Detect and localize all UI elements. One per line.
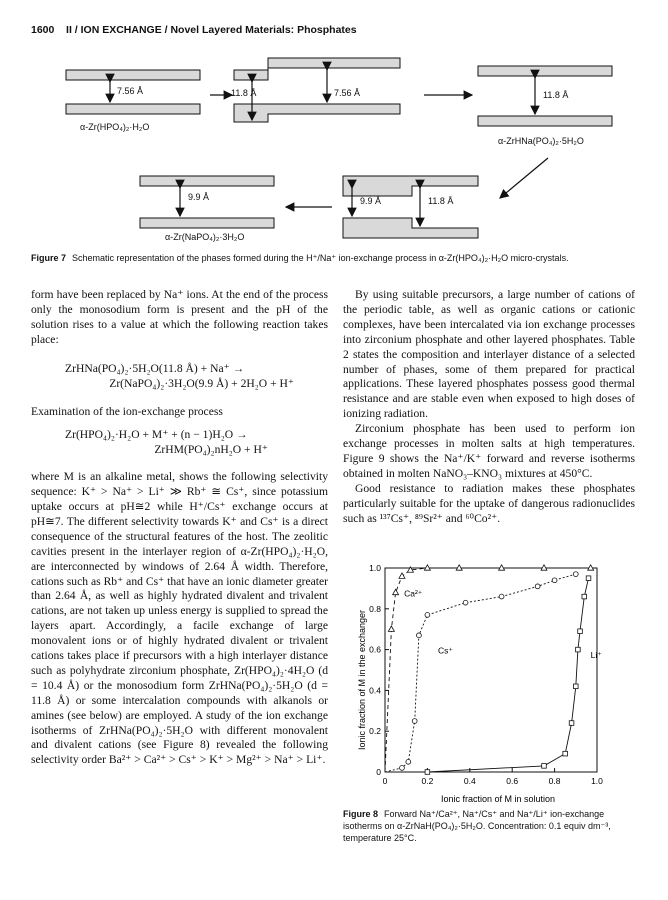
x-tick-label: 0.2 <box>421 776 434 786</box>
figure7-diagram <box>0 0 668 250</box>
equation: ZrHM(PO₄)₂nH₂O + H⁺ <box>154 443 268 457</box>
data-point-triangle <box>399 573 405 578</box>
caption-label: Figure 7 <box>31 253 67 263</box>
data-point-square <box>576 647 581 652</box>
right-column <box>343 288 635 527</box>
y-tick-label: 0 <box>376 767 381 777</box>
paragraph: form have been replaced by Na⁺ ions. At the end of the process only the monosodium form is present and the pH of the solution rises to a value at which the following reaction takes place: <box>31 288 328 346</box>
series-annotation: Ca²⁺ <box>404 588 423 599</box>
data-point-square <box>542 764 547 769</box>
spacing-label: 11.8 Å <box>428 196 454 206</box>
y-tick-label: 1.0 <box>369 563 381 573</box>
x-tick-label: 1.0 <box>591 776 603 786</box>
paragraph: Zirconium phosphate has been used to perform ion exchange processes in molten salts at high temperatures. Figure 9 shows the Na⁺/K⁺ forward and reverse isotherms obtained in molten NaNO₃–KNO₃ mixtures at 450°C. <box>343 422 635 480</box>
series-line-2 <box>385 578 589 772</box>
y-tick-label: 0.4 <box>369 685 381 696</box>
data-point-circle <box>552 578 557 583</box>
data-point-circle <box>535 584 540 589</box>
data-point-square <box>582 594 587 599</box>
layer-sheet <box>478 66 612 76</box>
layer-sheet <box>343 218 478 238</box>
caption-text: Schematic representation of the phases formed during the H⁺/Na⁺ ion-exchange process in α-Zr(HPO₄)₂·H₂O micro-crystals. <box>72 253 569 263</box>
phase-label: α-ZrHNa(PO₄)₂·5H₂O <box>498 136 584 146</box>
figure7-caption <box>31 252 635 264</box>
paragraph: where M is an alkaline metal, shows the following selectivity sequence: K⁺ > Na⁺ > Li⁺ ≫ Rb⁺ ≅ Cs⁺, since potassium uptake occurs at pH≅2 while H⁺/Cs⁺ exchange occurs at pH≅7. The different selectivity towards K⁺ and Cs⁺ is a direct consequence of the structural features of the host. The zeolitic cavities present in the interlayer region of α-Zr(HPO₄)₂·H₂O, are interconnected by windows of 2.64 Å width. Therefore, cations such as Rb⁺ and Cs⁺ that have an ionic diameter greater than 2.64 Å, as well as highly hydrated divalent and trivalent cations, are not taken up unless energy is supplied to spread the layers apart. Accordingly, a facile exchange of large monovalent ions or of highly hydrated divalent or trivalent cations takes place if precursors with a high interlayer distance such as polyhydrate zirconium phosphate, Zr(HPO₄)₂·4H₂O (d = 10.4 Å) or the monosodium form ZrHNa(PO₄)₂·5H₂O (d = 11.8 Å) or some intercalation compounds with alkanols or amines (see below) are employed. A study of the ion exchange isotherms of ZrHNa(PO₄)₂·5H₂O with different monovalent and divalent cations (see Figure 8) revealed the following selectivity order Ba²⁺ > Ca²⁺ > Cs⁺ > K⁺ > Mg²⁺ > Na⁺ > Li⁺. <box>31 470 328 767</box>
paragraph: Examination of the ion-exchange process <box>31 405 223 419</box>
data-point-circle <box>400 766 405 771</box>
data-point-square <box>425 770 430 775</box>
figure8-caption <box>343 808 635 844</box>
x-tick-label: 0.4 <box>463 776 476 786</box>
caption-text: Forward Na⁺/Ca²⁺, Na⁺/Cs⁺ and Na⁺/Li⁺ ion-exchange isotherms on α-ZrNaH(PO₄)₂·5H₂O. Concentration: 0.1 equiv dm⁻³, temperature 25°C. <box>343 809 611 843</box>
section-title: II / ION EXCHANGE / Novel Layered Materials: Phosphates <box>66 24 357 36</box>
data-point-square <box>574 684 579 689</box>
series-line-1 <box>385 574 576 772</box>
layer-sheet <box>140 176 274 186</box>
y-tick-label: 0.8 <box>369 603 381 614</box>
layer-sheet <box>140 218 274 228</box>
data-point-circle <box>499 594 504 599</box>
left-column <box>31 288 328 768</box>
spacing-label: 11.8 Å <box>231 88 257 98</box>
data-point-circle <box>417 633 422 638</box>
x-tick-label: 0.6 <box>506 776 519 786</box>
equation: Zr(NaPO₄)₂·3H₂O(9.9 Å) + 2H₂O + H⁺ <box>109 376 294 390</box>
figure8-chart <box>343 560 613 805</box>
data-point-circle <box>406 759 411 764</box>
series-annotation: Li⁺ <box>590 649 602 660</box>
data-point-square <box>586 576 591 581</box>
layer-sheet <box>478 116 612 126</box>
spacing-label: 9.9 Å <box>188 192 210 202</box>
paragraph: Good resistance to radiation makes these phosphates particularly suitable for the uptake of dangerous radionuclides such as ¹³⁷Cs⁺, ⁸⁹Sr²⁺ and ⁶⁰Co²⁺. <box>343 481 635 525</box>
spacing-label: 9.9 Å <box>360 196 382 206</box>
y-tick-label: 0.2 <box>369 726 381 737</box>
data-point-triangle <box>388 626 394 631</box>
data-point-circle <box>412 719 417 724</box>
caption-label: Figure 8 <box>343 809 379 819</box>
y-tick-label: 0.6 <box>369 644 381 655</box>
x-tick-label: 0 <box>382 776 388 786</box>
data-point-square <box>569 721 574 726</box>
x-axis-label: Ionic fraction of M in solution <box>440 794 556 804</box>
layer-sheet <box>66 70 200 80</box>
spacing-label: 7.56 Å <box>334 88 361 98</box>
page-number: 1600 <box>31 24 55 36</box>
layer-sheet <box>234 104 400 122</box>
series-annotation: Cs⁺ <box>438 645 453 656</box>
spacing-label: 11.8 Å <box>543 90 569 100</box>
data-point-square <box>578 629 583 634</box>
data-point-circle <box>573 572 578 577</box>
data-point-circle <box>425 613 430 618</box>
equation: Zr(HPO₄)₂·H₂O + M⁺ + (n − 1)H₂O → <box>65 428 248 442</box>
phase-label: α-Zr(NaPO₄)₂·3H₂O <box>165 232 245 242</box>
equation: ZrHNa(PO₄)₂·5H₂O(11.8 Å) + Na⁺ → <box>65 361 245 375</box>
y-axis-label: Ionic fraction of M in the exchanger <box>357 609 367 751</box>
data-point-circle <box>463 600 468 605</box>
paragraph: By using suitable precursors, a large number of cations of the periodic table, as well as organic cations or cationic complexes, have been intercalated via ion exchange processes into zirconium phosphate and other layered phosphates. Table 2 states the composition and interlayer distance of a selected number of phases, some of them prepared for practical applications. These layered phosphates possess good thermal resistance and are stable even when exposed to high doses of ionizing radiation. <box>343 288 635 421</box>
layer-sheet <box>66 104 200 114</box>
x-tick-label: 0.8 <box>548 776 561 786</box>
data-point-square <box>563 751 568 756</box>
series-line-0 <box>385 568 591 772</box>
phase-label: α-Zr(HPO₄)₂·H₂O <box>80 122 150 132</box>
process-arrow <box>500 158 548 198</box>
spacing-label: 7.56 Å <box>117 86 144 96</box>
layer-sheet <box>234 58 400 80</box>
layer-sheet <box>343 176 478 196</box>
data-point-triangle <box>393 589 399 594</box>
